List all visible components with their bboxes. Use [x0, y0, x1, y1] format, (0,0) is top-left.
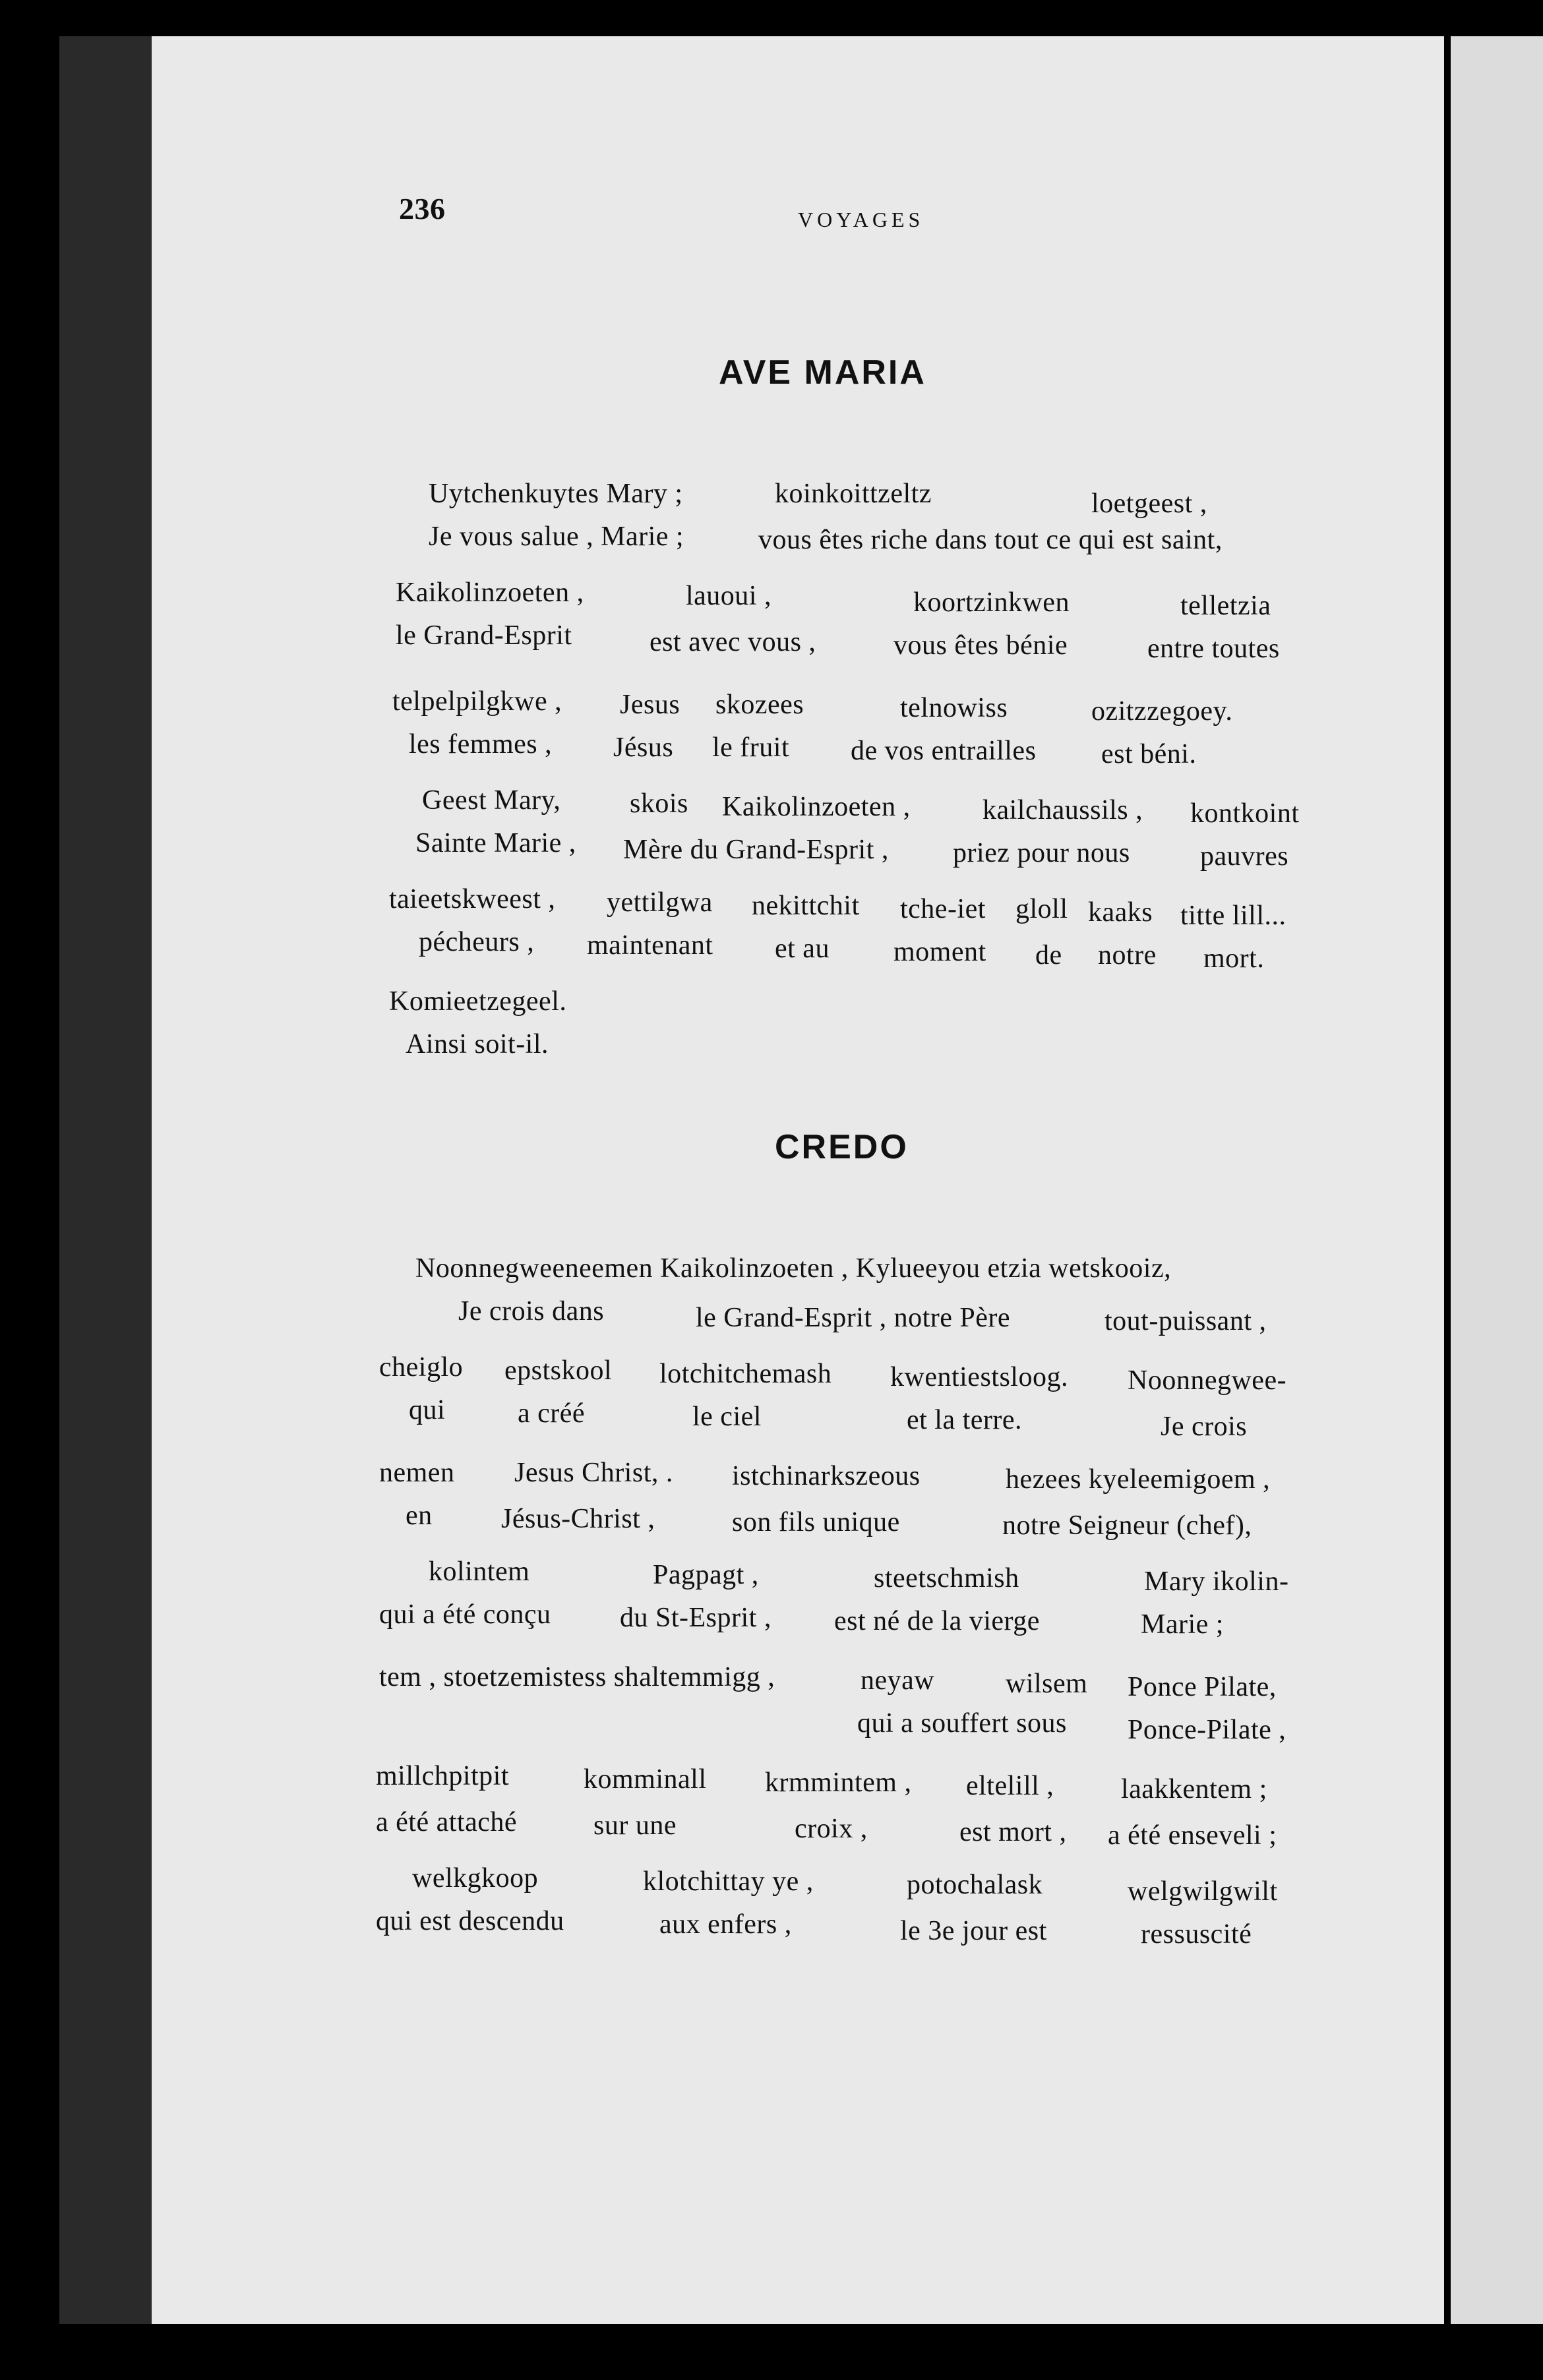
ave-maria-title: AVE MARIA — [719, 353, 926, 392]
ave-line-7-word-1: Geest Mary, — [422, 785, 561, 816]
ave-line-5-word-5: ozitzzegoey. — [1091, 696, 1233, 727]
ave-line-6-word-3: le fruit — [712, 732, 790, 763]
credo-line-13-word-2: klotchittay ye , — [643, 1866, 814, 1897]
credo-line-12-word-1: a été attaché — [376, 1807, 517, 1837]
ave-line-9-word-1: taieetskweest , — [389, 884, 556, 914]
credo-line-8-word-4: Marie ; — [1141, 1609, 1224, 1640]
ave-line-10-word-3: et au — [775, 934, 830, 964]
ave-line-4-word-4: entre toutes — [1147, 634, 1280, 664]
credo-line-6-word-4: notre Seigneur (chef), — [1002, 1510, 1252, 1541]
credo-line-5-word-4: hezees kyeleemigoem , — [1006, 1464, 1271, 1495]
credo-line-11-word-4: eltelill , — [966, 1771, 1054, 1801]
credo-line-13-word-1: welkgkoop — [412, 1863, 539, 1893]
credo-line-4-word-4: et la terre. — [907, 1405, 1023, 1435]
credo-line-2-word-3: tout-puissant , — [1104, 1306, 1267, 1336]
credo-line-6-word-2: Jésus-Christ , — [501, 1504, 655, 1534]
credo-line-3-word-4: kwentiestsloog. — [890, 1362, 1068, 1392]
ave-line-10-word-4: moment — [893, 937, 986, 967]
credo-line-3-word-3: lotchitchemash — [659, 1359, 832, 1389]
credo-line-11-word-2: komminall — [584, 1764, 707, 1795]
credo-line-4-word-2: a créé — [518, 1398, 586, 1429]
credo-line-6-word-1: en — [406, 1501, 433, 1531]
credo-line-14-word-1: qui est descendu — [376, 1906, 564, 1936]
credo-line-8-word-1: qui a été conçu — [379, 1599, 551, 1630]
page-number: 236 — [399, 192, 446, 225]
credo-line-11-word-5: laakkentem ; — [1121, 1774, 1267, 1804]
credo-line-11-word-1: millchpitpit — [376, 1761, 509, 1791]
credo-line-7-word-2: Pagpagt , — [653, 1560, 759, 1590]
ave-line-9-word-3: nekittchit — [752, 891, 860, 921]
ave-line-9-word-4: tche-iet — [900, 894, 986, 924]
credo-line-1: Noonnegweeneemen Kaikolinzoeten , Kylueeyou etzia wetskooiz, — [415, 1253, 1172, 1284]
credo-line-12-word-3: croix , — [795, 1814, 868, 1844]
ave-line-3-word-1: Kaikolinzoeten , — [396, 578, 584, 608]
ave-line-1-word-3: loetgeest , — [1091, 489, 1207, 519]
credo-line-9-word-4: Ponce Pilate, — [1128, 1672, 1277, 1702]
credo-line-7-word-1: kolintem — [429, 1557, 530, 1587]
credo-line-12-word-2: sur une — [593, 1810, 677, 1841]
ave-line-3-word-2: lauoui , — [686, 581, 772, 611]
ave-line-8-word-4: pauvres — [1200, 841, 1289, 872]
ave-line-10-word-6: notre — [1098, 940, 1157, 970]
credo-line-5-word-2: Jesus Christ, . — [514, 1458, 673, 1488]
credo-line-3-word-1: cheiglo — [379, 1352, 464, 1383]
credo-line-3-word-5: Noonnegwee- — [1128, 1365, 1287, 1396]
ave-line-10-word-1: pécheurs , — [419, 927, 535, 957]
ave-line-8-word-1: Sainte Marie , — [415, 828, 576, 858]
ave-line-7-word-2: skois — [630, 788, 688, 819]
ave-line-6-word-2: Jésus — [613, 732, 674, 763]
ave-line-8-word-2: Mère du Grand-Esprit , — [623, 835, 889, 865]
ave-line-9-word-6: kaaks — [1088, 897, 1153, 928]
credo-line-4-word-1: qui — [409, 1395, 446, 1425]
credo-line-2-word-1: Je crois dans — [458, 1296, 605, 1326]
credo-line-14-word-2: aux enfers , — [659, 1909, 792, 1940]
credo-line-9-word-1: tem , stoetzemistess shaltemmigg , — [379, 1662, 775, 1692]
ave-line-4-word-1: le Grand-Esprit — [396, 620, 572, 651]
ave-line-9-word-5: gloll — [1015, 894, 1068, 924]
ave-line-11: Komieetzegeel. — [389, 986, 567, 1017]
ave-line-9-word-7: titte lill... — [1180, 901, 1286, 931]
credo-line-14-word-3: le 3e jour est — [900, 1916, 1047, 1946]
ave-line-10-word-7: mort. — [1203, 943, 1265, 974]
credo-line-4-word-3: le ciel — [692, 1402, 762, 1432]
ave-line-6-word-5: est béni. — [1101, 739, 1197, 769]
ave-line-4-word-3: vous êtes bénie — [893, 630, 1068, 661]
ave-line-10-word-5: de — [1035, 940, 1062, 970]
credo-line-4-word-5: Je crois — [1161, 1412, 1248, 1442]
credo-line-10-word-2: Ponce-Pilate , — [1128, 1715, 1286, 1745]
ave-line-2-word-2: vous êtes riche dans tout ce qui est saint, — [758, 525, 1223, 555]
credo-line-13-word-3: potochalask — [907, 1870, 1043, 1900]
credo-line-2-word-2: le Grand-Esprit , notre Père — [696, 1303, 1011, 1333]
credo-line-8-word-3: est né de la vierge — [834, 1606, 1040, 1636]
credo-line-6-word-3: son fils unique — [732, 1507, 900, 1537]
ave-line-10-word-2: maintenant — [587, 930, 713, 961]
credo-line-3-word-2: epstskool — [504, 1355, 613, 1386]
running-title: VOYAGES — [798, 208, 924, 231]
ave-line-1-word-2: koinkoittzeltz — [775, 479, 932, 509]
ave-line-2-word-1: Je vous salue , Marie ; — [429, 521, 684, 552]
ave-line-12: Ainsi soit-il. — [406, 1029, 549, 1059]
ave-line-5-word-3: skozees — [715, 690, 804, 720]
ave-line-9-word-2: yettilgwa — [607, 887, 713, 918]
ave-line-3-word-4: telletzia — [1180, 591, 1271, 621]
facing-page-edge — [1451, 36, 1543, 2324]
ave-line-3-word-3: koortzinkwen — [913, 587, 1070, 618]
ave-line-7-word-5: kontkoint — [1190, 798, 1300, 829]
credo-line-5-word-1: nemen — [379, 1458, 455, 1488]
credo-line-5-word-3: istchinarkszeous — [732, 1461, 921, 1491]
ave-line-8-word-3: priez pour nous — [953, 838, 1130, 868]
credo-line-13-word-4: welgwilgwilt — [1128, 1876, 1278, 1907]
ave-line-7-word-4: kailchaussils , — [983, 795, 1143, 825]
ave-line-5-word-1: telpelpilgkwe , — [392, 686, 562, 717]
credo-line-9-word-2: neyaw — [861, 1665, 935, 1696]
ave-line-6-word-1: les femmes , — [409, 729, 553, 759]
credo-line-9-word-3: wilsem — [1006, 1669, 1088, 1699]
ave-line-7-word-3: Kaikolinzoeten , — [722, 792, 911, 822]
credo-line-14-word-4: ressuscité — [1141, 1919, 1252, 1949]
credo-line-12-word-5: a été enseveli ; — [1108, 1820, 1277, 1851]
credo-line-8-word-2: du St-Esprit , — [620, 1603, 772, 1633]
credo-line-7-word-3: steetschmish — [874, 1563, 1019, 1593]
book-gutter — [59, 36, 152, 2324]
credo-line-10-word-1: qui a souffert sous — [857, 1708, 1067, 1739]
ave-line-5-word-2: Jesus — [620, 690, 681, 720]
ave-line-6-word-4: de vos entrailles — [851, 736, 1037, 766]
credo-line-7-word-4: Mary ikolin- — [1144, 1566, 1289, 1597]
ave-line-4-word-2: est avec vous , — [650, 627, 816, 657]
credo-line-12-word-4: est mort , — [959, 1817, 1067, 1847]
ave-line-5-word-4: telnowiss — [900, 693, 1008, 723]
credo-line-11-word-3: krmmintem , — [765, 1768, 912, 1798]
ave-line-1-word-1: Uytchenkuytes Mary ; — [429, 479, 683, 509]
credo-title: CREDO — [775, 1128, 909, 1166]
